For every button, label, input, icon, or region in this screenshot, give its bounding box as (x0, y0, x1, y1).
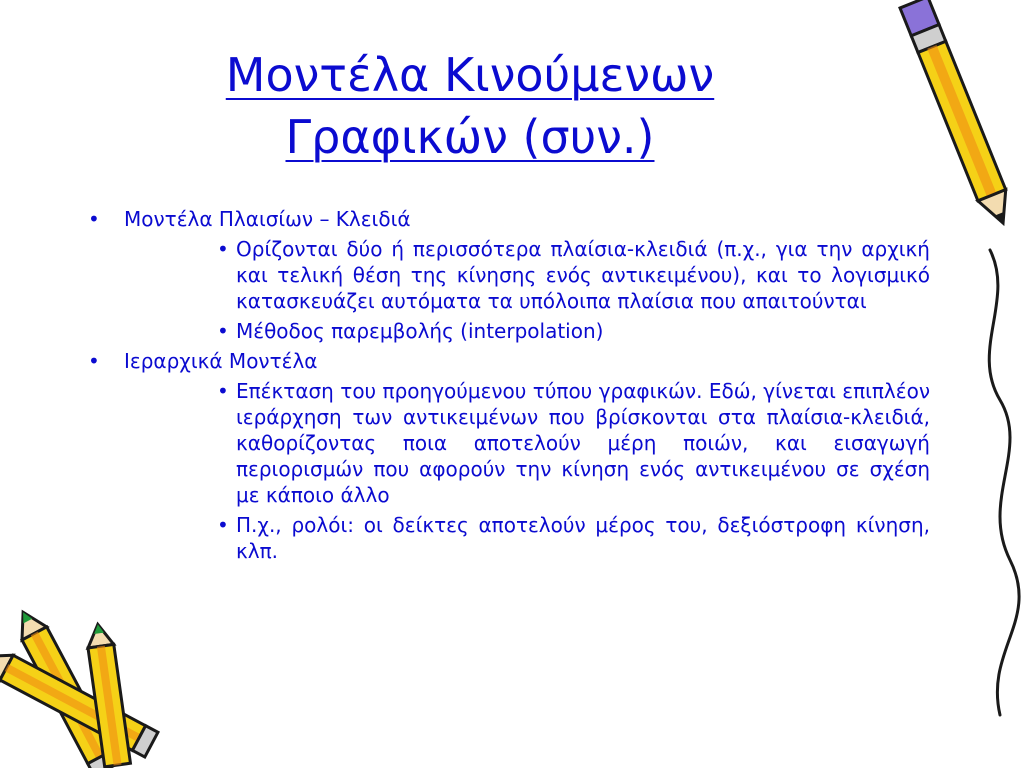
bullet-keyframe-models (80, 206, 930, 232)
bullet-dot: • (88, 207, 100, 231)
sub-bullet-dot: • (217, 513, 229, 537)
sub-bullet-interpolation (217, 318, 930, 344)
slide-title (120, 44, 820, 168)
sub-bullet-hierarchy-extension (217, 378, 930, 508)
sub-bullet-dot: • (217, 379, 229, 403)
bullet-dot: • (88, 349, 100, 373)
sub-bullet-clock-example (217, 512, 930, 564)
title-line-1: Μοντέλα Κινούμενων (225, 48, 715, 102)
sub-bullet-keyframes-definition (217, 236, 930, 314)
doodle-line (989, 250, 1019, 715)
sub-bullet-text: Επέκταση του προηγούμενου τύπου γραφικών. Εδώ, γίνεται επιπλέον ιεράρχηση των αντικειμένων που βρίσκονται στα πλαίσια-κλειδιά, καθορίζοντας ποια αποτελούν μέρη ποιών, και εισαγωγή περιορισμών που αφορούν την κίνηση ενός αντικειμένου σε σχέση με κάποιο άλλο (236, 379, 930, 507)
slide-content (80, 202, 930, 564)
sub-bullet-text: Π.χ., ρολόι: οι δείκτες αποτελούν μέρος του, δεξιόστροφη κίνηση, κλπ. (236, 513, 930, 563)
pencil-clipart-top-right (840, 0, 1024, 720)
sub-bullet-dot: • (217, 319, 229, 343)
sub-bullet-dot: • (217, 237, 229, 261)
bullet-hierarchical-models (80, 348, 930, 374)
sub-bullet-text: Μέθοδος παρεμβολής (interpolation) (236, 319, 604, 343)
title-line-2: Γραφικών (συν.) (285, 110, 655, 164)
sub-bullet-text: Ορίζονται δύο ή περισσότερα πλαίσια-κλειδιά (π.χ., για την αρχική και τελική θέση της κίνησης ενός αντικειμένου), και το λογισμικό κατασκευάζει αυτόματα τα υπόλοιπα πλαίσια που απαιτούνται (236, 237, 930, 313)
bullet-text: Ιεραρχικά Μοντέλα (124, 349, 318, 373)
pencil-icon (900, 0, 1017, 229)
pencils-clipart-bottom-left (0, 600, 180, 768)
bullet-text: Μοντέλα Πλαισίων – Κλειδιά (124, 207, 411, 231)
